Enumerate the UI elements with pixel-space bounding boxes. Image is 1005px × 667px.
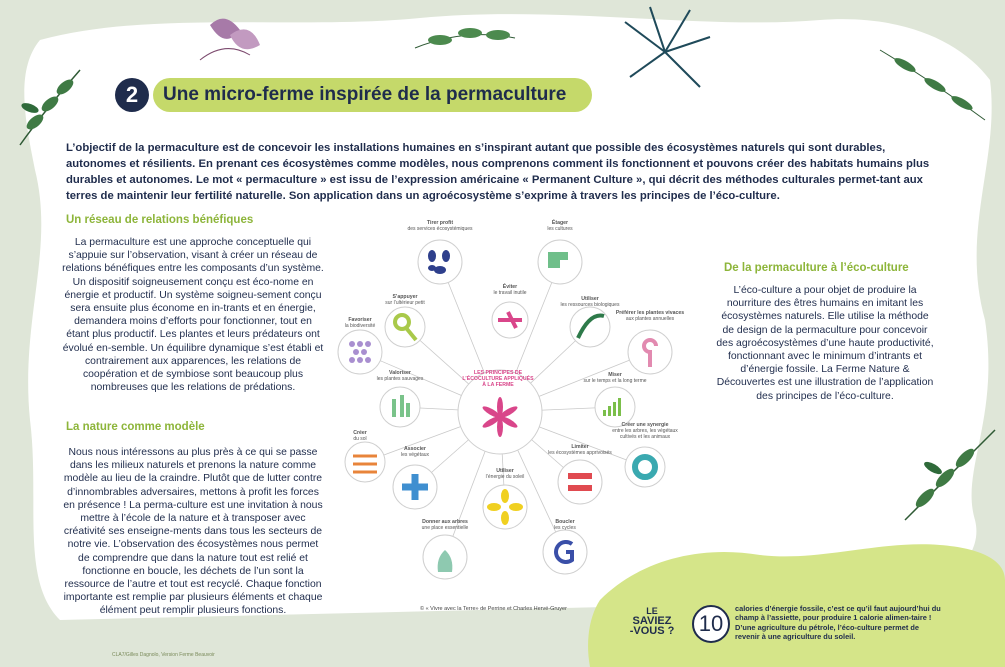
heading-eco-culture: De la permaculture à l’éco-culture	[724, 262, 909, 274]
principle-label: Utiliser les ressources biologiques	[560, 296, 620, 308]
section-number: 2	[115, 78, 149, 112]
principle-label: S’appuyer sur l’ultérieur petit	[385, 294, 425, 306]
paragraph-nature: Nous nous intéressons au plus près à ce qui se passe dans les milieux naturels et prenons la nature comme modèle au lieu de la craindre. Plutôt que de lutter contre d’innombrables adversaires, mettons à profit les forces en présence ! La perma-culture est une invitation à nous mettre à l’école de la nature et à transposer avec créativité ses enseigne-ments dans tous les secteurs de notre vie. L’observation des écosystèmes nous permet de comprendre que dans la nature tout est relié et fonctionne en boucle, les déchets de l’un sont la ressource de l’autre et tout est recyclé. Chaque fonction importante est remplie par plusieurs éléments et chaque élément peut remplir plusieurs fonctions.	[63, 447, 323, 617]
principle-label: Favoriser la biodiversité	[344, 317, 376, 329]
principle-label: Créer du sol	[353, 430, 367, 442]
principle-label: Miser sur le temps et la long terme	[583, 372, 647, 384]
principle-label: Tirer profit des services écosystémiques	[407, 220, 473, 232]
principle-circle	[418, 240, 462, 284]
leaf-branch-icon	[870, 40, 990, 130]
palm-leaf-icon	[610, 2, 720, 102]
diagram-graphics	[310, 212, 690, 612]
principle-label: Préférer les plantes vivaces aux plantes annuelles	[615, 310, 685, 322]
footer-credit: CLA7/Gilles Dagnolo, Version Ferme Beauvoir	[112, 652, 215, 658]
heading-nature: La nature comme modèle	[66, 421, 205, 433]
diagram-center-label: LES PRINCIPES DE L’ÉCOCULTURE APPLIQUÉS À LA FERME	[462, 370, 534, 388]
leaf-branch-icon	[10, 60, 90, 150]
intro-paragraph: L’objectif de la permaculture est de concevoir les installations humaines en s’inspirant autant que possible des écosystèmes naturels qui sont durables, autonomes et résilients. En prenant ces écosystèmes comme modèles, nous comprenons comment ils fonctionnent et pouvons créer des habitats humains plus durables et autonomes. Le mot « permaculture » est issu de l’expression américaine « Permanent Culture », qui décrit des méthodes culturales permet-tant aux terres de maintenir leur fertilité naturelle. Son application dans un agroécosystème s’exprime à travers les principes de l’éco-culture.	[66, 142, 930, 202]
principle-label: Donner aux arbres une place essentielle	[421, 519, 469, 531]
principle-label: Associer les végétaux	[400, 446, 430, 458]
fact-text: calories d’énergie fossile, c’est ce qu’il faut aujourd’hui du champ à l’assiette, pour produire 1 calorie alimen-taire ! D’une agriculture du pétrole, l’éco-culture permet de revenir à une agriculture du soleil.	[735, 604, 941, 642]
diagram-credit: © « Vivre avec la Terre» de Perrine et Charles Hervé-Gruyer	[420, 606, 567, 612]
paragraph-reseau: La permaculture est une approche conceptuelle qui s’appuie sur l’observation, visant à créer un réseau de relations bénéfiques entre les composants d’un système. Un dispositif soigneusement conçu est éco-nome en énergie et productif. Un système soigneu-sement conçu sera ensuite plus économe en in-trants et en énergie, demandera moins d’efforts pour fonctionner, tout en étant plus productif. Les plantes et leurs prédateurs ont évolué en-semble. Un équilibre dynamique s’est établi et contrairement aux apparences, les relations de coopération et de symbiose sont beaucoup plus nombreuses que les relations de prédations.	[62, 237, 324, 394]
saviez-vous-label: LE SAVIEZ -VOUS ?	[629, 606, 675, 637]
principle-label: Étager les cultures	[547, 220, 573, 232]
principle-label: Éviter le travail inutile	[493, 284, 527, 296]
leaf-branch-icon	[895, 420, 1000, 530]
principle-label: Limiter les écosystèmes apprivoisés	[548, 444, 612, 456]
principle-label: Valoriser les plantes sauvages	[376, 370, 424, 382]
fact-number: 10	[692, 605, 730, 643]
flower-sprig-icon	[180, 5, 270, 65]
principles-diagram	[310, 212, 690, 612]
principle-label: Boucler les cycles	[554, 519, 576, 531]
principle-label: Créer une synergie entre les arbres, les végétaux cultivés et les animaux	[612, 422, 678, 440]
principle-label: Utiliser l’énergie du soleil	[485, 468, 525, 480]
heading-reseau: Un réseau de relations bénéfiques	[66, 214, 254, 226]
leaf-branch-icon	[410, 8, 520, 68]
page-title: Une micro-ferme inspirée de la permaculture	[153, 78, 592, 112]
paragraph-eco-culture: L’éco-culture a pour objet de produire la nourriture des êtres humains en imitant les écosystèmes naturels. Elle utilise la méthode de design de la permaculture pour concevoir des agroécosystèmes d’une haute productivité, fonctionnant avec le minimum d’intrants et d’énergie fossile. La Ferme Nature & Découvertes est une illustration de l’application des principes de l’éco-culture.	[716, 285, 934, 402]
